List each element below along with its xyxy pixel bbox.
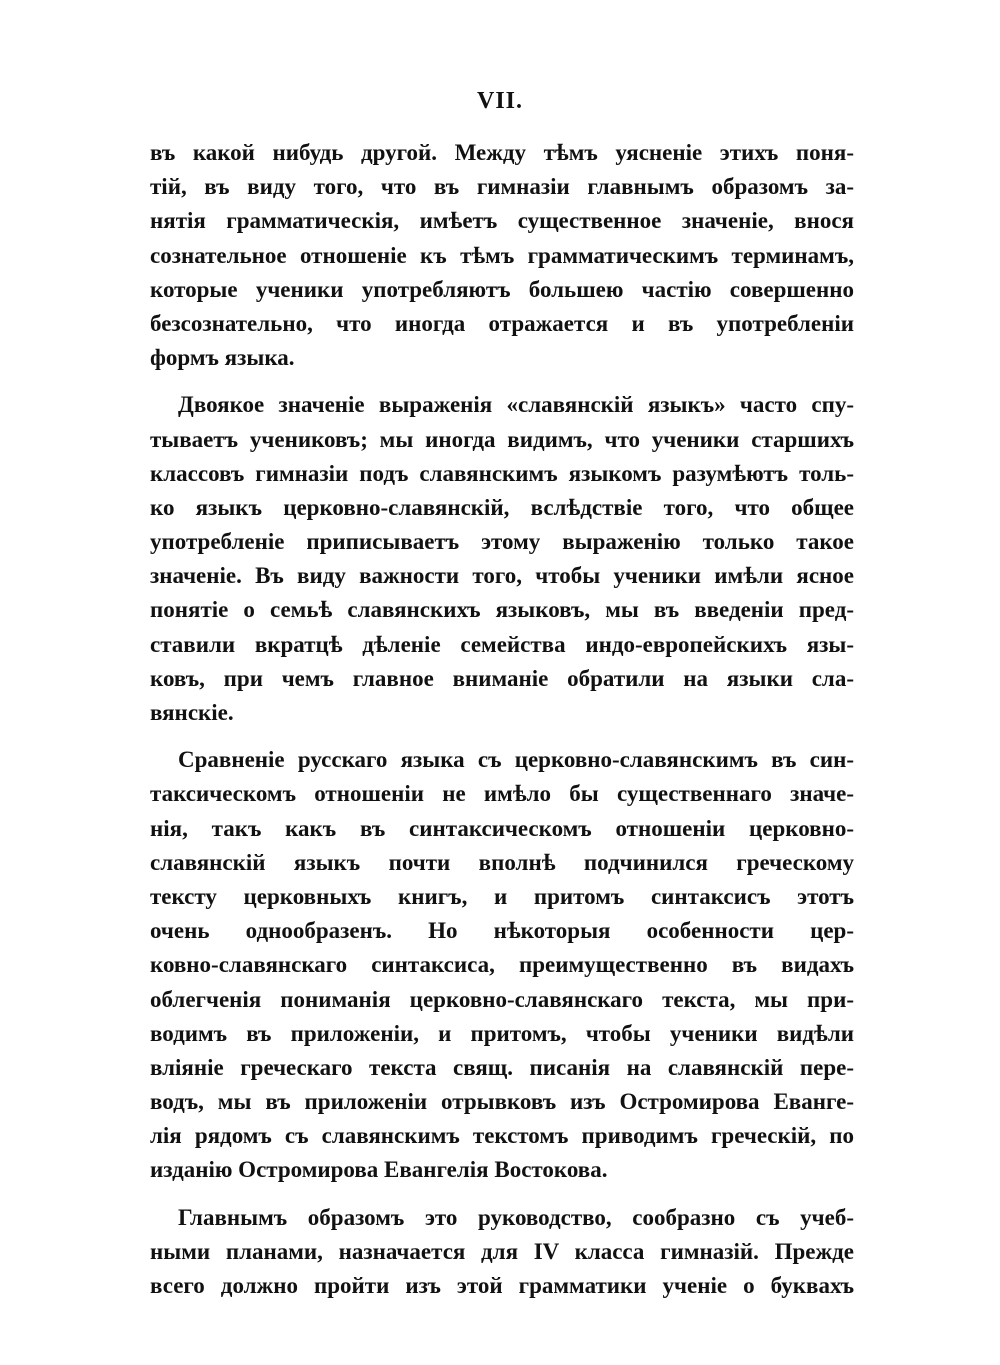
text-line: ными планами, назначается для IV класса гимназій. Прежде xyxy=(150,1238,854,1264)
text-line: классовъ гимназіи подъ славянскимъ языкомъ разумѣютъ толь- xyxy=(150,460,854,486)
text-line: Сравненіе русскаго языка съ церковно-славянскимъ въ син- xyxy=(178,747,854,773)
paragraph-4 xyxy=(150,1201,854,1304)
text-line: нія, такъ какъ въ синтаксическомъ отношеніи церковно- xyxy=(150,815,854,841)
paragraph-1 xyxy=(150,136,854,375)
text-line: Главнымъ образомъ это руководство, сообразно съ учеб- xyxy=(178,1204,854,1230)
text-line: формъ языка. xyxy=(150,345,295,371)
text-line: водъ, мы въ приложеніи отрывковъ изъ Остромирова Еванге- xyxy=(150,1089,854,1115)
text-line: понятіе о семьѣ славянскихъ языковъ, мы въ введеніи пред- xyxy=(150,597,854,623)
text-line: вянскіе. xyxy=(150,700,234,725)
text-line: таксическомъ отношеніи не имѣло бы существеннаго значе- xyxy=(150,781,854,807)
text-line: употребленіе приписываетъ этому выраженію только такое xyxy=(150,529,854,555)
text-line: ставили вкратцѣ дѣленіе семейства индо-европейскихъ язы- xyxy=(150,631,854,657)
text-line: значеніе. Въ виду важности того, чтобы ученики имѣли ясное xyxy=(150,563,854,589)
text-line: нятія грамматическія, имѣетъ существенное значеніе, внося xyxy=(150,208,854,234)
text-line: лія рядомъ съ славянскимъ текстомъ приводимъ греческій, по xyxy=(150,1123,854,1149)
text-line: въ какой нибудь другой. Между тѣмъ уясненіе этихъ поня- xyxy=(150,140,854,165)
text-line: тываетъ учениковъ; мы иногда видимъ, что ученики старшихъ xyxy=(150,426,854,452)
text-line: ко языкъ церковно-славянскій, вслѣдствіе того, что общее xyxy=(150,494,854,520)
text-line: очень однообразенъ. Но нѣкоторыя особенности цер- xyxy=(150,918,854,944)
text-line: ковъ, при чемъ главное вниманіе обратили на языки сла- xyxy=(150,665,854,691)
paragraph-3 xyxy=(150,743,854,1187)
text-line: тексту церковныхъ книгъ, и притомъ синтаксисъ этотъ xyxy=(150,883,854,909)
text-line: славянскій языкъ почти вполнѣ подчинился греческому xyxy=(150,849,854,875)
text-line: изданію Остромирова Евангелія Востокова. xyxy=(150,1157,608,1183)
text-line: ковно-славянскаго синтаксиса, преимущественно въ видахъ xyxy=(150,952,854,978)
paragraph-2 xyxy=(150,388,854,730)
text-line: всего должно пройти изъ этой грамматики ученіе о буквахъ xyxy=(150,1273,854,1298)
text-line: сознательное отношеніе къ тѣмъ грамматическимъ терминамъ, xyxy=(150,242,854,268)
text-line: водимъ въ приложеніи, и притомъ, чтобы ученики видѣли xyxy=(150,1020,854,1046)
body-text xyxy=(150,136,854,1303)
text-line: вліяніе греческаго текста свящ. писанія на славянскій пере- xyxy=(150,1054,854,1080)
text-line: Двоякое значеніе выраженія «славянскій языкъ» часто спу- xyxy=(178,392,854,418)
text-line: безсознательно, что иногда отражается и въ употребленіи xyxy=(150,310,854,336)
text-line: облегченія пониманія церковно-славянскаго текста, мы при- xyxy=(150,986,854,1012)
text-line: тій, въ виду того, что въ гимназіи главнымъ образомъ за- xyxy=(150,174,854,200)
text-line: которые ученики употребляютъ большею частію совершенно xyxy=(150,276,854,302)
page-number: VII. xyxy=(476,88,523,114)
